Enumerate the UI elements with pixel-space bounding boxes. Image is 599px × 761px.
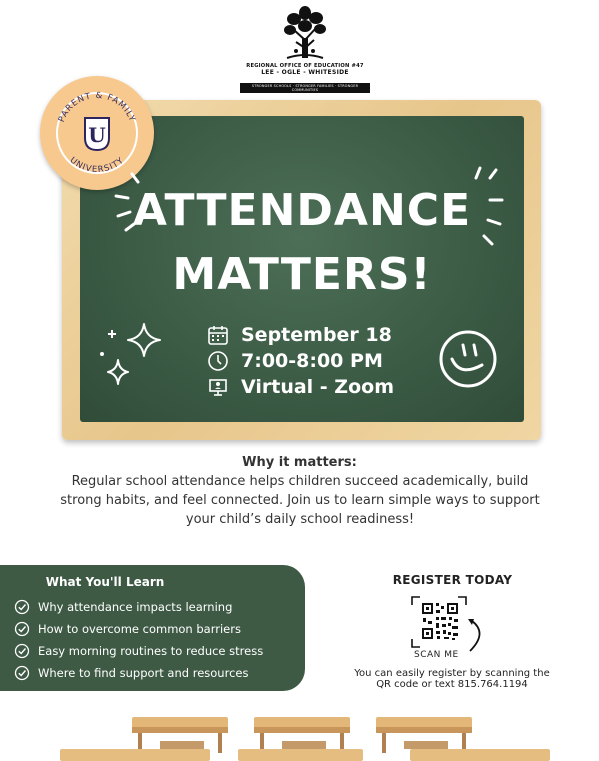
school-desks-illustration	[0, 705, 599, 761]
learn-list	[14, 596, 263, 684]
event-date: September 18	[241, 324, 392, 346]
event-location: Virtual - Zoom	[241, 376, 394, 398]
tree-icon	[282, 4, 328, 62]
why-heading: Why it matters:	[242, 455, 357, 470]
event-title-line1: ATTENDANCE	[132, 185, 472, 236]
event-time: 7:00-8:00 PM	[241, 350, 383, 372]
org-name: REGIONAL OFFICE OF EDUCATION #47	[246, 63, 364, 69]
list-item	[14, 618, 263, 640]
sparkle-icon	[96, 320, 176, 400]
learn-item-text: Easy morning routines to reduce stress	[38, 644, 264, 658]
learn-item-text: Why attendance impacts learning	[38, 600, 233, 614]
computer-user-icon	[205, 376, 231, 398]
learn-item-text: Where to find support and resources	[38, 666, 249, 680]
list-item	[14, 640, 263, 662]
learn-item-text: How to overcome common barriers	[38, 622, 241, 636]
badge-top-text: PARENT & FAMILY	[56, 90, 138, 124]
badge-bottom-text: UNIVERSITY	[67, 155, 127, 176]
list-item	[14, 596, 263, 618]
list-item	[14, 662, 263, 684]
event-location-row	[205, 374, 455, 400]
check-circle-icon	[14, 621, 30, 637]
why-body: Regular school attendance helps children succeed academically, build strong habits, and feel connected. Join us to learn simple ways to support your child’s daily school readiness!	[60, 474, 540, 527]
learn-panel	[0, 565, 305, 691]
badge-letter: U	[88, 123, 106, 147]
roe-logo	[240, 4, 370, 95]
org-counties: LEE - OGLE - WHITESIDE	[261, 69, 349, 76]
event-details	[205, 322, 455, 400]
scan-me-label: SCAN ME	[414, 650, 459, 660]
learn-heading: What You'll Learn	[45, 575, 165, 589]
calendar-icon	[205, 324, 231, 346]
smiley-face-icon	[436, 327, 500, 391]
event-title-line2: MATTERS!	[172, 249, 432, 300]
check-circle-icon	[14, 665, 30, 681]
register-heading: REGISTER TODAY	[392, 573, 513, 587]
check-circle-icon	[14, 643, 30, 659]
register-body: You can easily register by scanning the QR code or text 815.764.1194	[354, 668, 550, 690]
event-date-row	[205, 322, 455, 348]
event-time-row	[205, 348, 455, 374]
clock-icon	[205, 350, 231, 372]
check-circle-icon	[14, 599, 30, 615]
org-tagline: STRONGER SCHOOLS · STRONGER FAMILIES · STRONGER COMMUNITIES	[240, 83, 370, 93]
